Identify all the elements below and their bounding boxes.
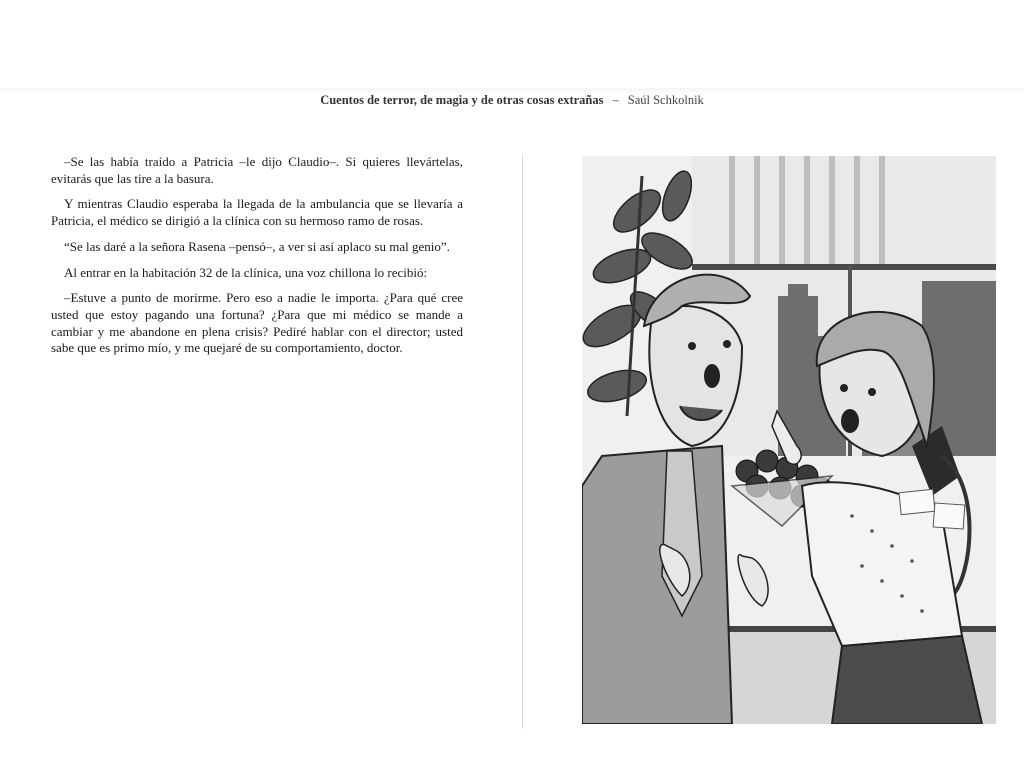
paragraph: –Estuve a punto de morirme. Pero eso a nadie le importa. ¿Para qué cree usted que estoy pagando una fortuna? ¿Para que mi médico se mande a cambiar y me abandone en plena crisis? Pediré hablar con el director; usted sabe que es primo mío, y me quejaré de su comportamiento, doctor. [51, 290, 463, 356]
running-header [0, 88, 1024, 112]
page-gutter-divider [522, 155, 523, 729]
header-separator: – [612, 92, 619, 107]
book-title: Cuentos de terror, de magia y de otras cosas extrañas [320, 92, 604, 107]
book-author: Saúl Schkolnik [627, 92, 704, 107]
story-illustration [582, 156, 996, 724]
paragraph: –Se las había traído a Patricia –le dijo Claudio–. Si quieres llevártelas, evitarás que las tire a la basura. [51, 154, 463, 186]
paragraph: Y mientras Claudio esperaba la llegada de la ambulancia que se llevaría a Patricia, el médico se dirigió a la clínica con su hermoso ramo de rosas. [51, 196, 463, 228]
paragraph: “Se las daré a la señora Rasena –pensó–, a ver si así aplaco su mal genio”. [64, 238, 450, 254]
top-margin-band [0, 0, 1024, 88]
story-text [51, 154, 463, 366]
paragraph: Al entrar en la habitación 32 de la clínica, una voz chillona lo recibió: [64, 264, 428, 280]
illustration-drawing [582, 156, 996, 724]
